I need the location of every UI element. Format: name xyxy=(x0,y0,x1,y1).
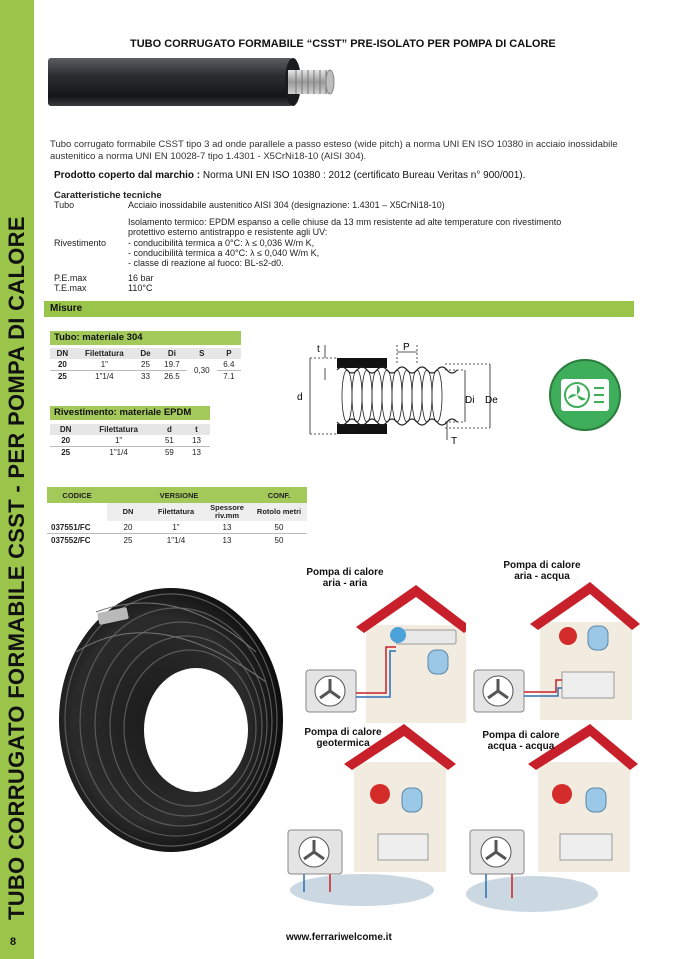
spec-rivestimento-line-4: - conducibilità termica a 40°C: λ ≤ 0,040 W/m K, xyxy=(128,248,320,258)
heat-pump-icon xyxy=(548,358,622,432)
th-de: De xyxy=(134,348,157,359)
spec-rivestimento-line-5: - classe di reazione al fuoco: BL-s2-d0. xyxy=(128,258,284,268)
th-t: t xyxy=(183,424,210,435)
page-number: 8 xyxy=(10,936,17,948)
cell-code: 037552/FC xyxy=(51,535,91,545)
cell: 1"1/4 xyxy=(109,448,128,457)
cell: 1" xyxy=(172,522,180,532)
table-row xyxy=(47,534,307,547)
th-dn: DN xyxy=(50,424,81,435)
spec-rivestimento-line-1: Isolamento termico: EPDM espanso a celle chiuse da 13 mm resistente ad alte temperature con rivestimento xyxy=(128,217,562,227)
scheme-label-3-line2: geotermica xyxy=(316,738,370,749)
cell: 13 xyxy=(222,535,232,545)
th-di: Di xyxy=(157,348,187,359)
spec-rivestimento-line-3: - conducibilità termica a 0°C: λ ≤ 0,036 W/m K, xyxy=(128,238,315,248)
certification-label: Prodotto coperto dal marchio : xyxy=(54,170,201,181)
th-versione: VERSIONE xyxy=(107,487,251,503)
spec-rivestimento-line-2: protettivo esterno antistrappo e resistente agli UV: xyxy=(128,227,328,237)
cell: 13 xyxy=(192,448,201,457)
cell: 1"1/4 xyxy=(166,535,186,545)
cell: 25 xyxy=(134,359,157,371)
spec-label-te: T.E.max xyxy=(54,283,87,293)
th-dn: DN xyxy=(50,348,75,359)
house-geotermica xyxy=(284,722,464,912)
certification-text: Norma UNI EN ISO 10380 : 2012 (certificato Bureau Veritas n° 900/001). xyxy=(202,170,526,181)
cell: 50 xyxy=(274,535,284,545)
house-acqua-acqua xyxy=(462,722,638,922)
house-aria-acqua xyxy=(470,560,640,720)
cell: 25 xyxy=(123,535,133,545)
pipe-section-diagram xyxy=(295,340,515,450)
riv-table xyxy=(50,424,210,458)
spec-label-tubo: Tubo xyxy=(54,200,75,210)
cell: 59 xyxy=(164,448,174,457)
cell: 33 xyxy=(141,372,150,381)
label-d: d xyxy=(297,392,303,403)
riv-table-title: Rivestimento: materiale EPDM xyxy=(50,406,210,420)
code-table xyxy=(47,487,307,546)
page-title: TUBO CORRUGATO FORMABILE “CSST” PRE-ISOLATO PER POMPA DI CALORE xyxy=(130,38,556,50)
cell: 1"1/4 xyxy=(95,372,114,381)
cell: 7.1 xyxy=(223,372,235,381)
th-filettatura: Filettatura xyxy=(81,424,156,435)
th-conf: CONF. xyxy=(251,487,307,503)
label-di: Di xyxy=(465,395,475,406)
website-link[interactable]: www.ferrariwelcome.it xyxy=(286,932,392,943)
cell: 25 xyxy=(61,448,71,457)
cell: 1" xyxy=(81,435,156,447)
scheme-label-2-line1: Pompa di calore xyxy=(503,560,581,571)
label-t-bottom: T xyxy=(451,436,458,447)
cell: 20 xyxy=(50,359,75,371)
scheme-label-4-line1: Pompa di calore xyxy=(482,730,560,741)
cell: 13 xyxy=(183,435,210,447)
cell: 6.4 xyxy=(217,359,241,371)
cell-code: 037551/FC xyxy=(51,522,91,532)
cell: 51 xyxy=(156,435,183,447)
spec-value-pe: 16 bar xyxy=(128,273,154,283)
scheme-label-1-line2: aria - aria xyxy=(322,578,368,589)
specs-heading: Caratteristiche tecniche xyxy=(54,190,162,201)
scheme-label-4 xyxy=(472,730,570,752)
cell: 25 xyxy=(57,372,67,381)
spec-label-rivestimento: Rivestimento xyxy=(54,238,107,248)
cell-s-merged: 0,30 xyxy=(194,366,210,375)
scheme-label-1-line1: Pompa di calore xyxy=(306,567,384,578)
cell: 50 xyxy=(274,522,284,532)
th-filettatura: Filettatura xyxy=(75,348,134,359)
technical-specs xyxy=(54,190,629,295)
sub-rotolo: Rotolo metri xyxy=(251,503,307,521)
label-de: De xyxy=(485,395,498,406)
tubo-table xyxy=(50,348,241,382)
cell: 20 xyxy=(50,435,81,447)
scheme-label-1 xyxy=(302,567,388,589)
intro-text: Tubo corrugato formabile CSST tipo 3 ad onde parallele a passo esteso (wide pitch) a norma UNI EN ISO 10380 in acciaio inossidabile austenitico a norma UNI EN 10028-7 tipo 1.4301 - X5CrNi18-10 (AISI 304). xyxy=(50,139,618,162)
cell: 20 xyxy=(123,522,133,532)
cell: 13 xyxy=(222,522,232,532)
spec-value-te: 110°C xyxy=(128,283,153,293)
pipe-image xyxy=(48,55,338,110)
table-row xyxy=(50,435,210,447)
cell: 26.5 xyxy=(164,372,180,381)
sub-spessore: Spessore riv.mm xyxy=(203,503,251,521)
scheme-label-4-line2: acqua - acqua xyxy=(487,741,555,752)
certification-line xyxy=(54,170,525,181)
th-codice: CODICE xyxy=(47,487,107,503)
scheme-label-3-line1: Pompa di calore xyxy=(304,727,382,738)
th-p: P xyxy=(217,348,241,359)
sub-filettatura: Filettatura xyxy=(149,503,203,521)
scheme-label-3 xyxy=(298,727,388,749)
section-bar-misure: Misure xyxy=(44,301,634,317)
cell: 1" xyxy=(75,359,134,371)
scheme-label-2 xyxy=(488,560,596,582)
table-row xyxy=(50,359,241,371)
label-t-top: t xyxy=(317,344,320,355)
cell: 19.7 xyxy=(157,359,187,371)
sub-dn: DN xyxy=(107,503,149,521)
table-row xyxy=(47,521,307,534)
spec-label-pe: P.E.max xyxy=(54,273,87,283)
table-row xyxy=(50,447,210,459)
th-d: d xyxy=(156,424,183,435)
tubo-table-title: Tubo: materiale 304 xyxy=(50,331,241,345)
label-p: P xyxy=(403,342,410,353)
vertical-title: TUBO CORRUGATO FORMABILE CSST - PER POMPA DI CALORE xyxy=(4,216,29,920)
house-aria-aria xyxy=(296,575,466,723)
th-s: S xyxy=(187,348,217,359)
spec-value-tubo: Acciaio inossidabile austenitico AISI 304 (designazione: 1.4301 – X5CrNi18-10) xyxy=(128,200,445,210)
scheme-label-2-line2: aria - acqua xyxy=(514,571,570,582)
pipe-coil-image xyxy=(36,572,286,857)
